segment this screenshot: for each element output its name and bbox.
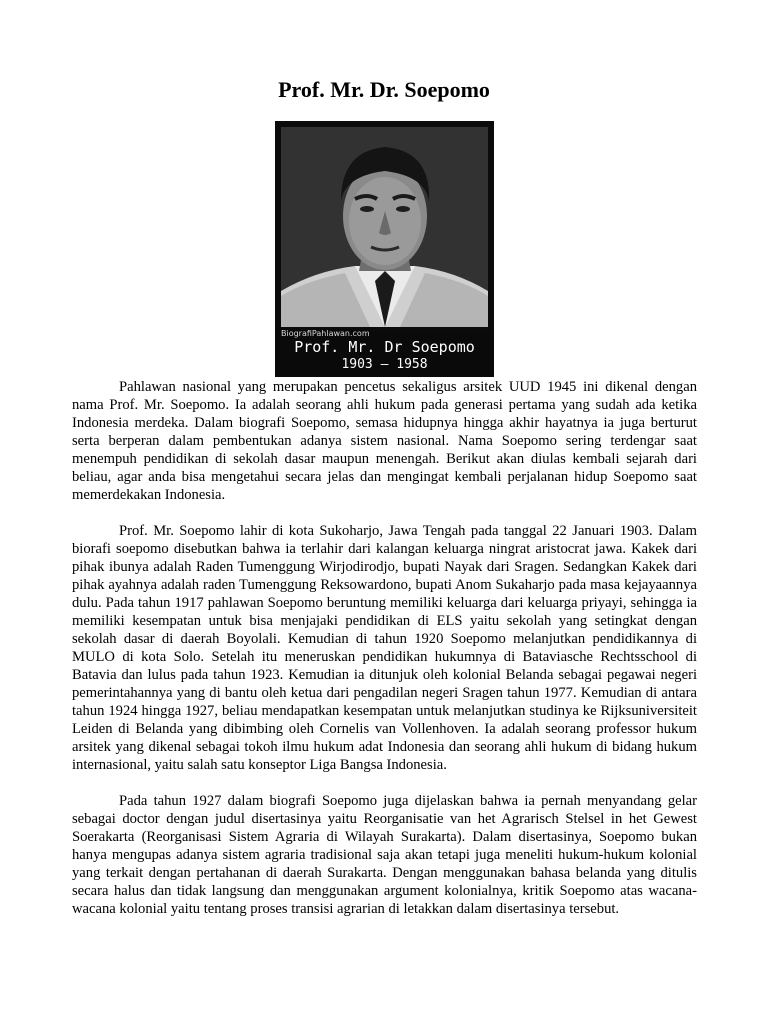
paragraph-2: Prof. Mr. Soepomo lahir di kota Sukoharjo, Jawa Tengah pada tanggal 22 Januari 1903. Dalam biorafi soepomo disebutkan bahwa ia terlahir dari kalangan keluarga ningrat aristocrat jawa. Kakek dari pihak ibunya adalah Raden Tumenggung Wirjodirodjo, bupati Nayak dari Sragen. Sedangkan Kakek dari pihak ayahnya adalah raden Tumenggung Reksowardono, bupati Anom Sukaharjo pada masa kejayaannya dulu. Pada tahun 1917 pahlawan Soepomo beruntung memiliki keluarga dari keluarga priyayi, sehingga ia memiliki kesempatan untuk bisa menjajaki pendidikan di ELS yaitu sekolah yang setingkat dengan sekolah dasar di daerah Boyolali. Kemudian di tahun 1920 Soepomo melanjutkan pendidikannya di MULO di kota Solo. Setelah itu meneruskan pendidikan hukumnya di Bataviasche Rechtsschool di Batavia dan lulus pada tahun 1923. Kemudian ia ditunjuk oleh kolonial Belanda sebagai pegawai negeri pemerintahannya yang di bantu oleh ketua dari pengadilan negeri Sragen tahun 1977. Kemudian di antara tahun 1924 hingga 1927, beliau mendapatkan kesempatan untuk melanjutkan studinya ke Rijksuniversiteit Leiden di Belanda yang dibimbing oleh Cornelis van Vollenhoven. Ia adalah seorang professor hukum arsitek yang dikenal sebagai tokoh ilmu hukum adat Indonesia dan seorang ahli hukum di bidang hukum internasional, yaitu salah satu konseptor Liga Bangsa Indonesia. <box>72 523 697 773</box>
paragraph-3: Pada tahun 1927 dalam biografi Soepomo juga dijelaskan bahwa ia pernah menyandang gelar sebagai doctor dengan judul disertasinya yaitu Reorganisatie van het Agrarisch Stelsel in het Gewest Soerakarta (Reorganisasi Sistem Agraria di Wilayah Surakarta). Dalam disertasinya, Soepomo bukan hanya mengupas adanya sistem agraria tradisional saja akan tetapi juga meneliti hukum-hukum kolonial yang terkait dengan pertahanan di daerah Surakarta. Dengan menggunakan bahasa belanda yang ditulis secara halus dan tidak langsung dan menggunakan argument kolonialnya, kritik Soepomo atas wacana-wacana kolonial yaitu tentang proses transisi agrarian di letakkan dalam disertasinya tersebut. <box>72 793 697 917</box>
portrait-caption: Prof. Mr. Dr Soepomo <box>294 338 475 356</box>
portrait-watermark: BiografiPahlawan.com <box>281 329 370 338</box>
page-title: Prof. Mr. Dr. Soepomo <box>278 77 490 102</box>
body-text <box>72 378 697 936</box>
paragraph-1: Pahlawan nasional yang merupakan pencetus sekaligus arsitek UUD 1945 ini dikenal dengan nama Prof. Mr. Soepomo. Ia adalah seorang ahli hukum pada generasi pertama yang sudah ada ketika Indonesia merdeka. Dalam biografi Soepomo, semasa hidupnya hingga akhir hayatnya ia juga berturut serta berperan dalam pembentukan adanya sistem nasional. Nama Soepomo sering terdengar saat menempuh pendidikan di sekolah dasar maupun menengah. Berikut akan diulas kembali sejarah dari beliau, agar anda bisa mengetahui secara jelas dan mengingat kembali perjalanan hidup Soepomo saat memerdekakan Indonesia. <box>72 379 697 503</box>
portrait-years: 1903 – 1958 <box>341 357 428 372</box>
portrait-image <box>275 121 494 377</box>
